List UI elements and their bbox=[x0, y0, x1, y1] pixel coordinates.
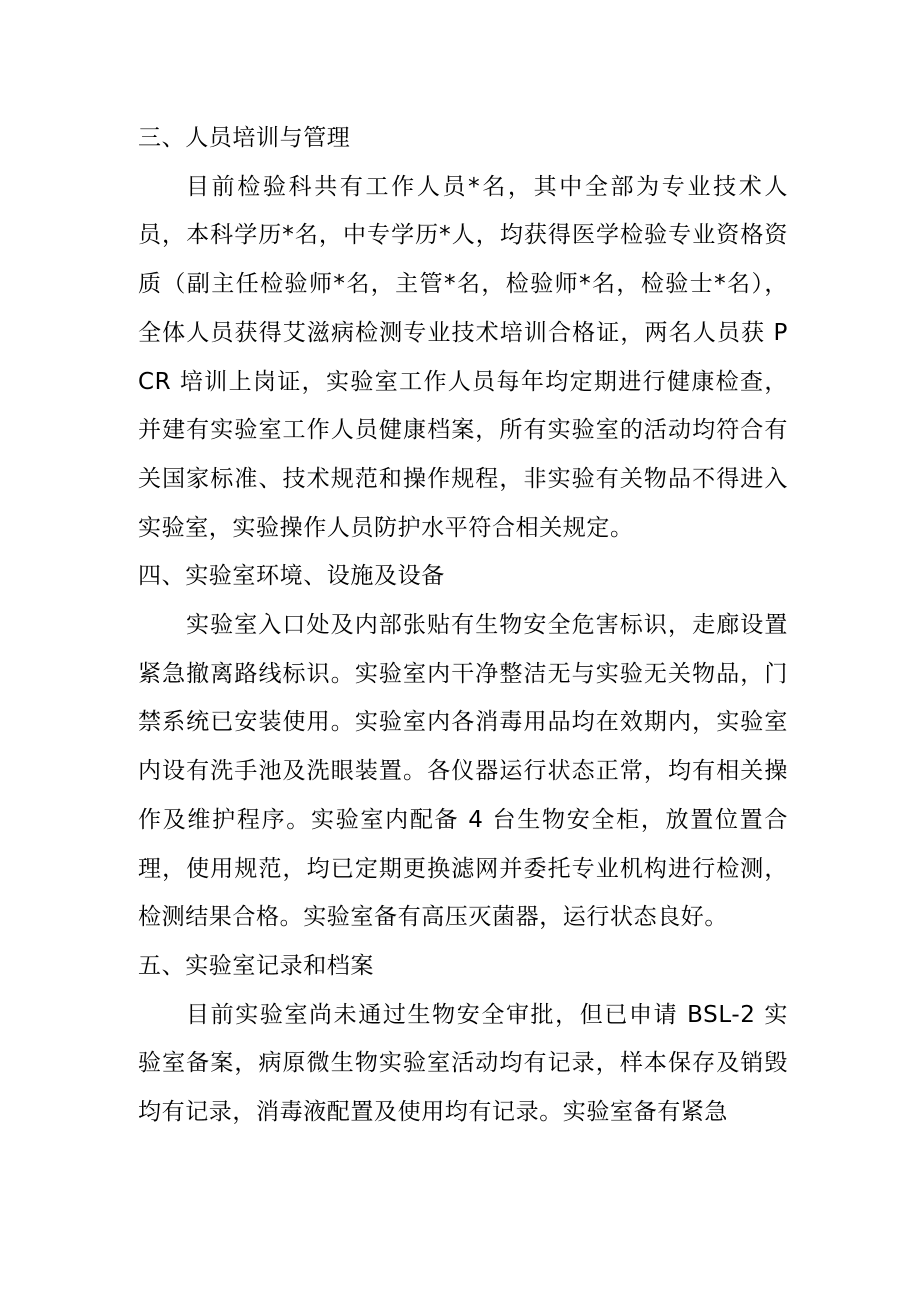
document-body bbox=[138, 114, 788, 1137]
section-paragraph-lab-records: 目前实验室尚未通过生物安全审批，但已申请 BSL-2 实验室备案，病原微生物实验室活动均有记录，样本保存及销毁均有记录，消毒液配置及使用均有记录。实验室备有紧急 bbox=[138, 1001, 788, 1126]
section-paragraph-lab-environment: 实验室入口处及内部张贴有生物安全危害标识，走廊设置紧急撤离路线标识。实验室内干净整洁无与实验无关物品，门禁系统已安装使用。实验室内各消毒用品均在效期内，实验室内设有洗手池及洗眼装置。各仪器运行状态正常，均有相关操作及维护程序。实验室内配备 4 台生物安全柜，放置位置合理，使用规范，均已定期更换滤网并委托专业机构进行检测，检测结果合格。实验室备有高压灭菌器，运行状态良好。 bbox=[138, 612, 788, 931]
section-heading-lab-environment: 四、实验室环境、设施及设备 bbox=[138, 563, 445, 590]
section-heading-lab-records: 五、实验室记录和档案 bbox=[138, 952, 374, 979]
section-paragraph-staff-training: 目前检验科共有工作人员*名，其中全部为专业技术人员，本科学历*名，中专学历*人，均获得医学检验专业资格资质（副主任检验师*名，主管*名，检验师*名，检验士*名），全体人员获得艾滋病检测专业技术培训合格证，两名人员获 PCR 培训上岗证，实验室工作人员每年均定期进行健康检查，并建有实验室工作人员健康档案，所有实验室的活动均符合有关国家标准、技术规范和操作规程，非实验有关物品不得进入实验室，实验操作人员防护水平符合相关规定。 bbox=[138, 173, 788, 541]
section-heading-staff-training: 三、人员培训与管理 bbox=[138, 125, 351, 151]
